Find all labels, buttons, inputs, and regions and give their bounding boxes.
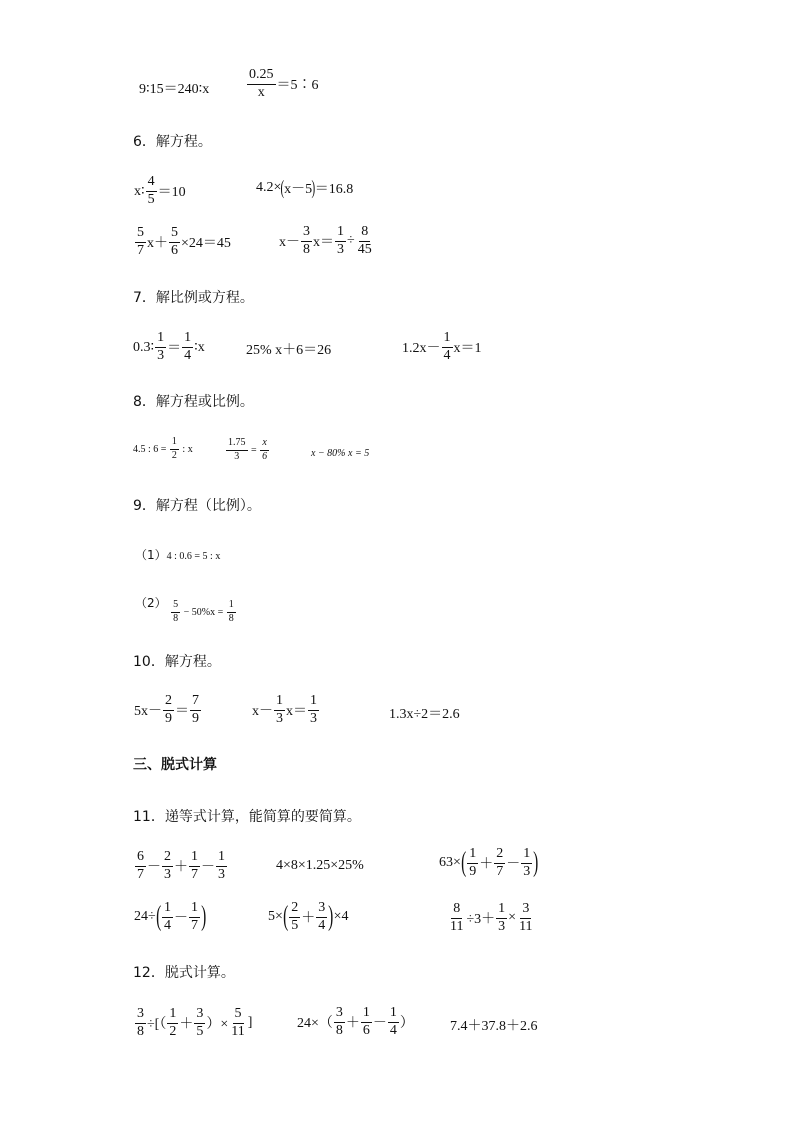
q8-equation-1: 4.5 : 6 = $\frac{1}{2}$ : x xyxy=(133,436,193,461)
q12-expression-2: 24×（ $\frac{3}{8}$ ＋ $\frac{1}{6}$ － $\frac{1}{4}$ ） xyxy=(297,1005,414,1038)
question-10-title: 10．解方程。 xyxy=(133,654,221,670)
q12-expression-1: $\frac{3}{8}$ ÷[（ $\frac{1}{2}$ ＋ $\frac{3}{5}$ ）× $\frac{5}{11}$ ] xyxy=(137,1006,253,1039)
q7-equation-2: 25% x＋6＝26 xyxy=(246,343,332,358)
q11-expression-3: 63× ( $\frac{1}{9}$ ＋ $\frac{2}{7}$ － $\frac{1}{3}$ ) xyxy=(439,846,539,879)
q6-equation-3: $\frac{5}{7}$ x＋ $\frac{5}{6}$ ×24＝45 xyxy=(137,225,231,258)
q10-equation-1: 5x－ $\frac{2}{9}$ ＝ $\frac{7}{9}$ xyxy=(134,693,199,726)
q7-equation-3: 1.2x－ $\frac{1}{4}$ x＝1 xyxy=(402,330,482,363)
q8-equation-3: x − 80% x = 5 xyxy=(311,448,370,459)
q11-expression-2: 4×8×1.25×25% xyxy=(276,858,364,873)
q11-expression-5: 5× ( $\frac{2}{5}$ ＋ $\frac{3}{4}$ ) ×4 xyxy=(268,900,349,933)
q9-part-2: （2） $\frac{5}{8}$ − 50%x = $\frac{1}{8}$ xyxy=(135,596,234,624)
q11-expression-1: $\frac{6}{7}$ － $\frac{2}{3}$ ＋ $\frac{1}{7}$ － $\frac{1}{3}$ xyxy=(137,849,225,882)
q12-expression-3: 7.4＋37.8＋2.6 xyxy=(450,1019,538,1034)
section-3-heading: 三、脱式计算 xyxy=(133,757,217,773)
equation-proportion-1: 9∶15＝240∶x xyxy=(139,82,210,97)
q7-equation-1: 0.3∶ $\frac{1}{3}$ ＝ $\frac{1}{4}$ ∶x xyxy=(133,330,205,363)
q11-expression-4: 24÷ ( $\frac{1}{4}$ － $\frac{1}{7}$ ) xyxy=(134,900,207,933)
question-9-title: 9．解方程（比例）。 xyxy=(133,498,261,514)
equation-proportion-2: $\frac{0.25}{x}$ ＝5∶6 xyxy=(249,67,319,100)
question-11-title: 11．递等式计算，能简算的要简算。 xyxy=(133,809,361,825)
question-7-title: 7．解比例或方程。 xyxy=(133,290,254,306)
q9-part-1: （1）4 : 0.6 = 5 : x xyxy=(135,548,221,562)
q10-equation-3: 1.3x÷2＝2.6 xyxy=(389,707,460,722)
q10-equation-2: x－ $\frac{1}{3}$ x＝ $\frac{1}{3}$ xyxy=(252,693,317,726)
q6-equation-2: 4.2× ( x－5 ) ＝16.8 xyxy=(256,177,354,199)
question-8-title: 8．解方程或比例。 xyxy=(133,394,254,410)
question-12-title: 12．脱式计算。 xyxy=(133,965,235,981)
question-6-title: 6．解方程。 xyxy=(133,134,212,150)
q6-equation-1: x∶ $\frac{4}{5}$ ＝10 xyxy=(134,174,186,207)
q6-equation-4: x－ $\frac{3}{8}$ x＝ $\frac{1}{3}$ ÷ $\frac{8}{45}$ xyxy=(279,224,372,257)
q8-equation-2: $\frac{1.75}{3}$ = $\frac{x}{6}$ xyxy=(228,437,268,462)
fraction: $\frac{0.25}{x}$ xyxy=(249,67,274,100)
q11-expression-6: $\frac{8}{11}$ ÷3＋ $\frac{1}{3}$ × $\frac{3}{11}$ xyxy=(450,901,533,934)
